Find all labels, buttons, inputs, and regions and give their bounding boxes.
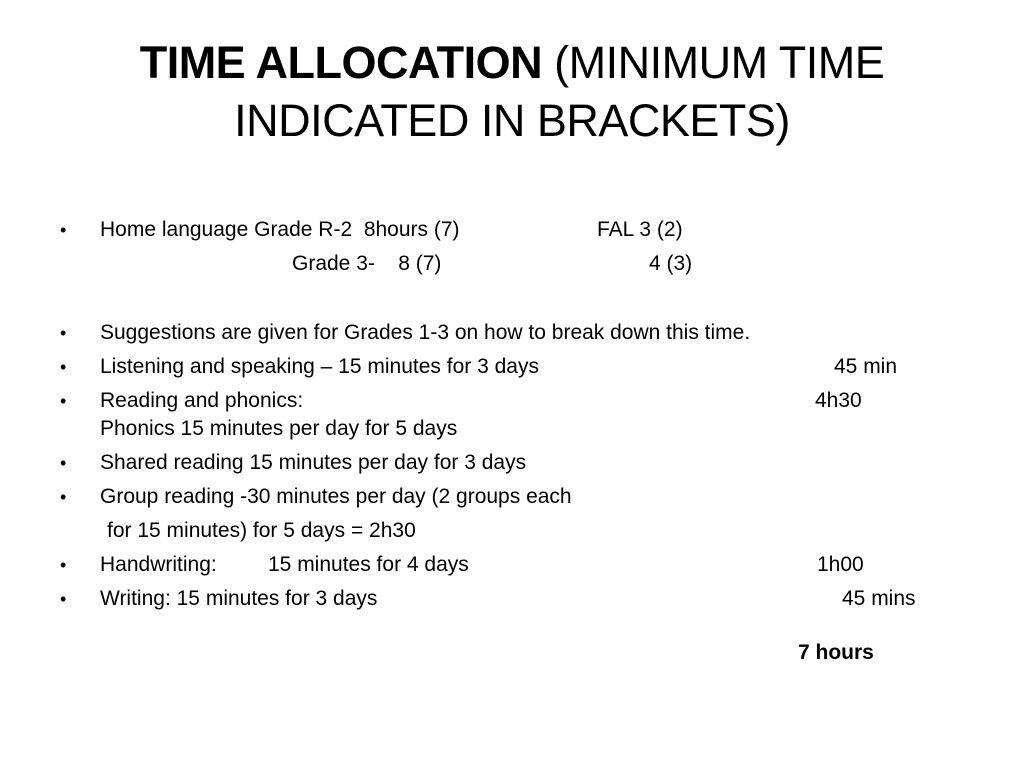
writing-item: Writing: 15 minutes for 3 days <box>100 587 378 610</box>
shared-reading-item: Shared reading 15 minutes per day for 3 days <box>100 451 527 474</box>
bullet-icon: • <box>60 487 67 507</box>
slide-title <box>60 34 964 150</box>
bullet-icon: • <box>60 555 67 575</box>
fal-3-value: 4 (3) <box>649 252 693 275</box>
group-reading-continued: for 15 minutes) for 5 days = 2h30 <box>107 519 416 542</box>
listening-time: 45 min <box>834 355 898 378</box>
writing-time: 45 mins <box>842 587 916 610</box>
bullet-icon: • <box>60 589 67 609</box>
reading-item: Reading and phonics: <box>100 389 304 412</box>
phonics-item: Phonics 15 minutes per day for 5 days <box>100 417 458 440</box>
home-language-label: Home language Grade R-2 8hours (7) <box>100 218 460 241</box>
reading-time: 4h30 <box>815 389 862 412</box>
title-bold: TIME ALLOCATION <box>139 37 543 88</box>
handwriting-item: 15 minutes for 4 days <box>268 553 469 576</box>
bullet-icon: • <box>60 220 67 240</box>
handwriting-time: 1h00 <box>817 553 864 576</box>
group-reading-item: Group reading -30 minutes per day (2 groups each <box>100 485 572 508</box>
bullet-icon: • <box>60 453 67 473</box>
bullet-icon: • <box>60 323 67 343</box>
total-hours: 7 hours <box>798 641 874 664</box>
bullet-icon: • <box>60 391 67 411</box>
bullet-icon: • <box>60 357 67 377</box>
suggestions-item: Suggestions are given for Grades 1-3 on how to break down this time. <box>100 321 751 344</box>
listening-item: Listening and speaking – 15 minutes for 3 days <box>100 355 539 378</box>
title-rest: (MINIMUM TIME INDICATED IN BRACKETS) <box>234 37 885 146</box>
grade3-label: Grade 3- 8 (7) <box>292 252 442 275</box>
fal-r2-value: FAL 3 (2) <box>597 218 683 241</box>
handwriting-label: Handwriting: <box>100 553 217 576</box>
